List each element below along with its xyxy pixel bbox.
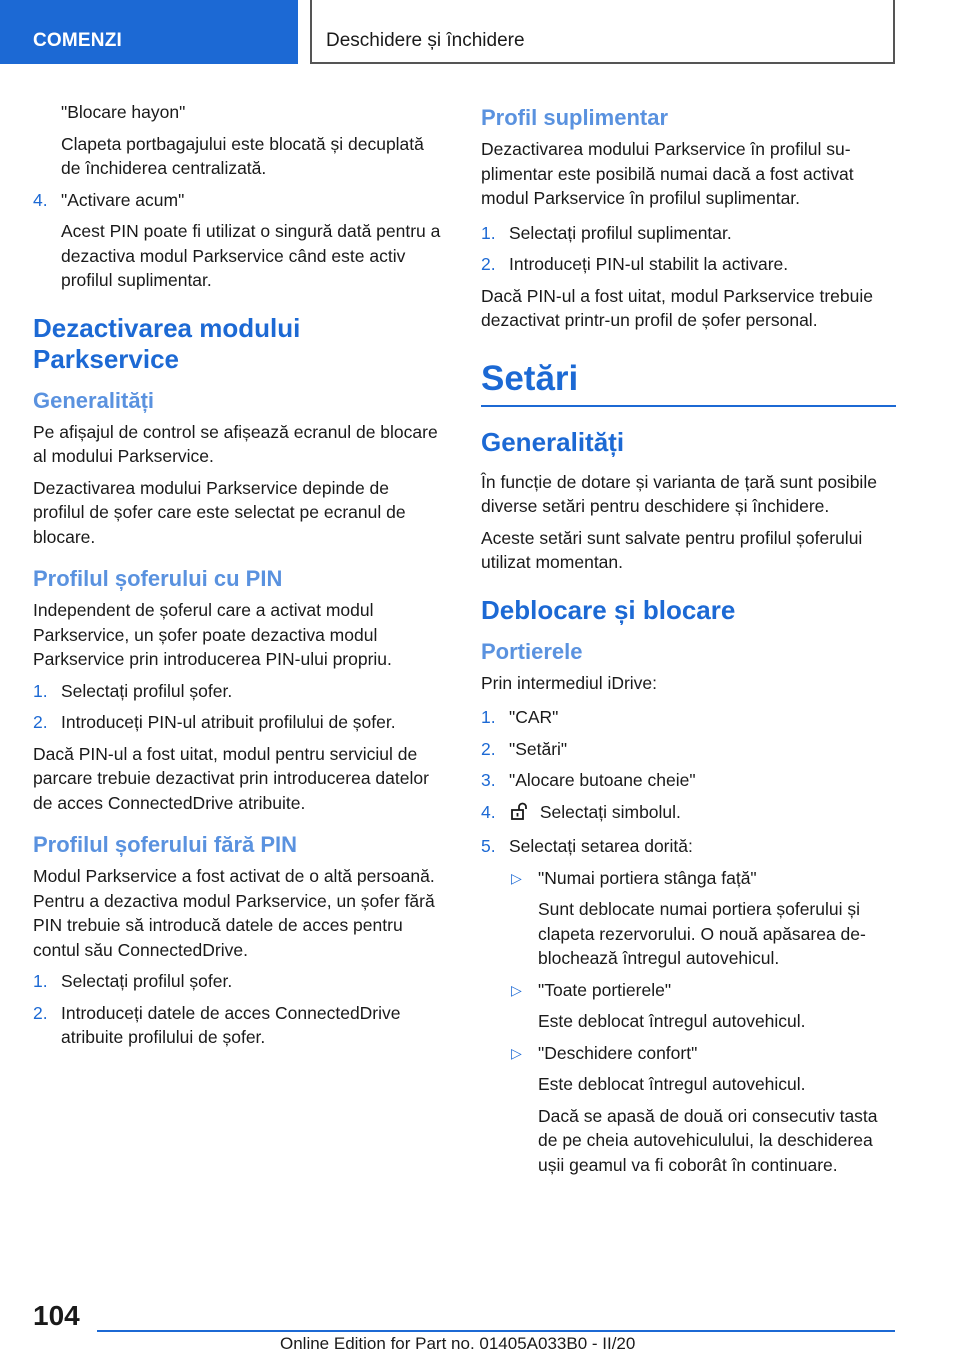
triangle-bullet-icon: ▷ <box>511 1044 522 1061</box>
heading-general: Generalități <box>481 426 625 457</box>
list-text: Introduceți PIN-ul atribuit profilului de șofer. <box>61 712 396 732</box>
paragraph: Acest PIN poate fi utilizat o singură dată pentru a dezactiva modul Parkservice când este activ profilul suplimentar. <box>61 221 441 290</box>
list-number: 1. <box>481 707 496 727</box>
list-item <box>481 252 896 277</box>
list-text: "Alocare butoane cheie" <box>509 770 696 790</box>
footer-divider <box>97 1330 895 1332</box>
option-note: Dacă se apasă de două ori consecutiv tasta de pe cheia autovehiculului, la deschiderea ușii geamul va fi coborât în continuare. <box>538 1105 878 1175</box>
paragraph: Dacă PIN-ul a fost uitat, modul pentru serviciul de parcare trebuie dezactivat prin introducerea datelor de acces ConnectedDrive atribuite. <box>33 743 429 813</box>
paragraph: Clapeta portbagajului este blocată și decuplată de închiderea centralizată. <box>61 133 424 178</box>
option-item <box>481 866 896 891</box>
list-text: Selectați setarea dorită: <box>509 836 693 856</box>
left-column <box>33 100 443 1057</box>
list-number: 3. <box>481 770 496 790</box>
option-label: "Numai portiera stânga față" <box>538 867 757 888</box>
heading-doors: Portierele <box>481 638 583 664</box>
list-text: Selectați profilul șofer. <box>61 971 233 991</box>
list-number: 2. <box>481 738 496 759</box>
paragraph: Independent de șoferul care a activat modul Parkservice, un șofer poate dezactiva modul Parkservice prin introducerea PIN-ului propriu. <box>33 600 392 669</box>
option-description: Sunt deblocate numai portiera șoferului și clapeta rezervorului. O nouă apăsarea deblochează întregul autovehicul. <box>538 899 866 968</box>
paragraph: Dacă PIN-ul a fost uitat, modul Parkservice trebuie dezactivat printr-un profil de șofer personal. <box>481 285 873 330</box>
list-number: 2. <box>33 1002 48 1023</box>
triangle-bullet-icon: ▷ <box>511 869 522 886</box>
list-text: "Setări" <box>509 738 568 759</box>
list-item <box>33 679 443 704</box>
list-text: Introduceți datele de acces ConnectedDrive atribuite profilului de șofer. <box>61 1002 401 1047</box>
list-number: 1. <box>33 971 48 991</box>
list-item <box>33 969 443 994</box>
list-item <box>481 834 896 859</box>
list-item <box>33 188 443 213</box>
option-label: "Toate portierele" <box>538 979 672 1000</box>
option-label: "Deschidere confort" <box>538 1042 698 1063</box>
list-item <box>481 768 896 793</box>
list-number: 4. <box>481 801 496 822</box>
list-text: "CAR" <box>509 707 559 727</box>
list-number: 2. <box>481 254 496 274</box>
option-item <box>481 1041 896 1066</box>
chapter-tab: Deschidere și închidere <box>310 0 895 64</box>
option-description: Este deblocat întregul autovehicul. <box>538 1074 806 1094</box>
option-item <box>481 978 896 1003</box>
paragraph: "Blocare hayon" <box>61 102 186 122</box>
list-text: Selectați profilul suplimentar. <box>509 222 732 243</box>
list-number: 1. <box>481 222 496 243</box>
paragraph: Dezactivarea modului Parkservice depinde de profilul de șofer care este selectat pe ecranul de blocare. <box>33 477 406 547</box>
triangle-bullet-icon: ▷ <box>511 981 522 998</box>
right-column <box>481 100 896 1184</box>
list-item <box>481 800 896 828</box>
list-number: 4. <box>33 189 48 210</box>
list-item <box>481 705 896 730</box>
list-number: 5. <box>481 836 496 856</box>
list-text: Introduceți PIN-ul stabilit la activare. <box>509 254 789 274</box>
list-item <box>481 221 896 246</box>
list-number: 1. <box>33 680 48 701</box>
paragraph: Modul Parkservice a fost activat de o altă persoană. Pentru a dezactiva modul Parkservice, un șofer fără PIN trebuie să introducă datele de acces pentru contul său ConnectedDrive. <box>33 866 435 960</box>
heading-additional-profile: Profil suplimentar <box>481 105 669 130</box>
list-text: Selectați simbolul. <box>539 801 681 822</box>
list-text: Selectați profilul șofer. <box>61 680 233 701</box>
heading-settings: Setări <box>481 359 896 407</box>
heading-general: Generalități <box>33 387 155 413</box>
paragraph: În funcție de dotare și varianta de țară sunt posibile diverse setări pentru deschidere și închidere. <box>481 471 877 516</box>
list-number: 2. <box>33 712 48 732</box>
option-description: Este deblocat întregul autovehicul. <box>538 1011 806 1031</box>
list-item <box>481 737 896 762</box>
paragraph: Dezactivarea modului Parkservice în profilul suplimentar este posibilă numai dacă a fost activat modul Parkservice în profilul suplimentar. <box>481 139 854 208</box>
padlock-open-icon <box>509 801 529 828</box>
page-number: 104 <box>33 1300 80 1331</box>
list-item <box>33 710 443 735</box>
paragraph: Prin intermediul iDrive: <box>481 672 658 693</box>
paragraph: Pe afișajul de control se afișează ecranul de blocare al modului Parkservice. <box>33 421 438 466</box>
paragraph: Aceste setări sunt salvate pentru profilul șoferului utilizat momentan. <box>481 527 863 572</box>
list-text: "Activare acum" <box>61 189 185 210</box>
footer-edition: Online Edition for Part no. 01405A033B0 - II/20 <box>280 1334 636 1353</box>
heading-deactivate-parkservice: Dezactivarea modului Parkservice <box>33 312 301 374</box>
section-tab: COMENZI <box>0 0 298 64</box>
heading-driver-with-pin: Profilul șoferului cu PIN <box>33 566 283 591</box>
list-item <box>33 1001 443 1050</box>
heading-driver-without-pin: Profilul șoferului fără PIN <box>33 832 298 857</box>
heading-unlock-lock: Deblocare și blocare <box>481 594 736 625</box>
